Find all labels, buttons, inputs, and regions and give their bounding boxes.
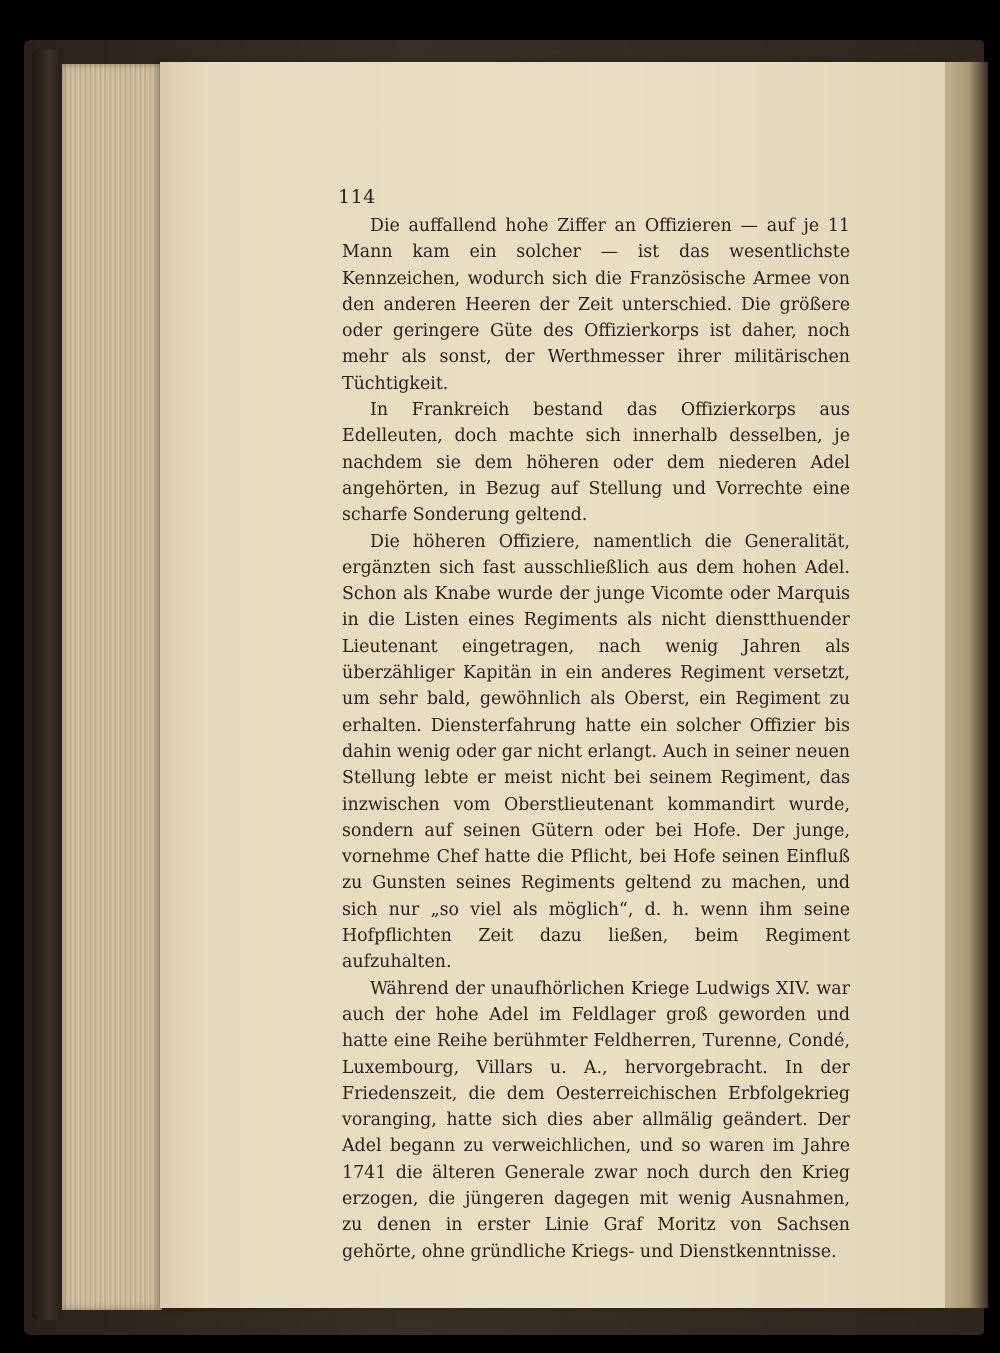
book-spine-edge [32, 50, 60, 1320]
page-number: 114 [338, 186, 376, 208]
paragraph: Die auffallend hohe Ziffer an Offizieren — auf je 11 Mann kam ein solcher — ist das wesentlichste Kennzeichen, wodurch sich die Französische Armee von den anderen Heeren der Zeit unterschied. Die größere oder geringere Güte des Offizierkorps ist daher, noch mehr als sonst, der Werthmesser ihrer militärischen Tüchtigkeit. [342, 216, 850, 394]
body-text [342, 213, 850, 1265]
facing-page-edge [940, 62, 988, 1308]
paragraph: Während der unaufhörlichen Kriege Ludwigs XIV. war auch der hohe Adel im Feldlager groß geworden und hatte eine Reihe berühmter Feldherren, Turenne, Condé, Luxembourg, Villars u. A., hervorgebracht. In der Friedenszeit, die dem Oesterreichischen Erbfolgekrieg voranging, hatte sich dies aber allmälig geändert. Der Adel begann zu verweichlichen, und so waren im Jahre 1741 die älteren Generale zwar noch durch den Krieg erzogen, die jüngeren dagegen mit wenig Ausnahmen, zu denen in erster Linie Graf Moritz von Sachsen gehörte, ohne gründliche Kriegs- und Dienstkenntnisse. [342, 978, 850, 1262]
paragraph: Die höheren Offiziere, namentlich die Generalität, ergänzten sich fast ausschließlich aus dem hohen Adel. Schon als Knabe wurde der junge Vicomte oder Marquis in die Listen eines Regiments als nicht dienstthuender Lieutenant eingetragen, nach wenig Jahren als überzähliger Kapitän in ein anderes Regiment versetzt, um sehr bald, gewöhnlich als Oberst, ein Regiment zu erhalten. Diensterfahrung hatte ein solcher Offizier bis dahin wenig oder gar nicht erlangt. Auch in seiner neuen Stellung lebte er meist nicht bei seinem Regiment, das inzwischen vom Oberstlieutenant kommandirt wurde, sondern auf seinen Gütern oder bei Hofe. Der junge, vornehme Chef hatte die Pflicht, bei Hofe seinen Einfluß zu Gunsten seines Regiments geltend zu machen, und sich nur „so viel als möglich“, d. h. wenn ihm seine Hofpflichten Zeit dazu ließen, beim Regiment aufzuhalten. [342, 531, 850, 973]
paragraph: In Frankreich bestand das Offizierkorps aus Edelleuten, doch machte sich innerhalb desselben, je nachdem sie dem höheren oder dem niederen Adel angehörten, in Bezug auf Stellung und Vorrechte eine scharfe Sonderung geltend. [342, 400, 850, 526]
page-stack [62, 64, 162, 1310]
